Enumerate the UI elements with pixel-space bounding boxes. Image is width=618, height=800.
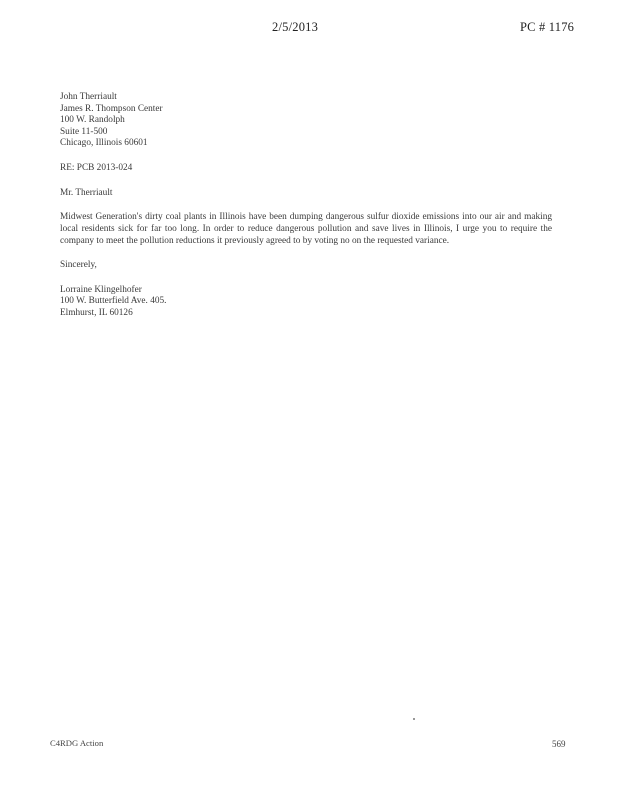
recipient-line: John Therriault: [60, 92, 117, 102]
header-date: 2/5/2013: [272, 20, 319, 34]
signer-name: Lorraine Klingelhofer: [60, 284, 142, 295]
recipient-line: Suite 11-500: [60, 126, 108, 137]
spacer: [60, 150, 560, 163]
letter-body: [60, 92, 560, 320]
recipient-line: James R. Thompson Center: [60, 103, 163, 114]
page-header: [0, 20, 618, 38]
header-public-comment-number: PC # 1176: [520, 20, 575, 34]
salutation: Mr. Therriault: [60, 187, 113, 198]
footer-label: C4RDG Action: [50, 738, 104, 748]
signer-address-line: 100 W. Butterfield Ave. 405.: [60, 296, 167, 307]
spacer: [60, 175, 560, 188]
stray-ink-mark: [413, 718, 415, 720]
closing: Sincerely,: [60, 260, 97, 271]
recipient-line: Chicago, Illinois 60601: [60, 138, 148, 149]
spacer: [60, 199, 560, 212]
footer-page-number: 569: [552, 739, 566, 749]
re-line: RE: PCB 2013-024: [60, 162, 133, 173]
signature-block: [60, 285, 560, 320]
spacer: [60, 247, 560, 260]
recipient-line: 100 W. Randolph: [60, 115, 125, 126]
spacer: [60, 272, 560, 285]
recipient-address-block: [60, 92, 560, 150]
signer-address-line: Elmhurst, IL 60126: [60, 308, 133, 319]
letter-paragraph: Midwest Generation's dirty coal plants in Illinois have been dumping dangerous sulfur dioxide emissions into our air and making local residents sick for far too long. In order to reduce dangerous pollution and save lives in Illinois, I urge you to require the company to meet the pollution reductions it previously agreed to by voting no on the requested variance.: [60, 212, 552, 246]
